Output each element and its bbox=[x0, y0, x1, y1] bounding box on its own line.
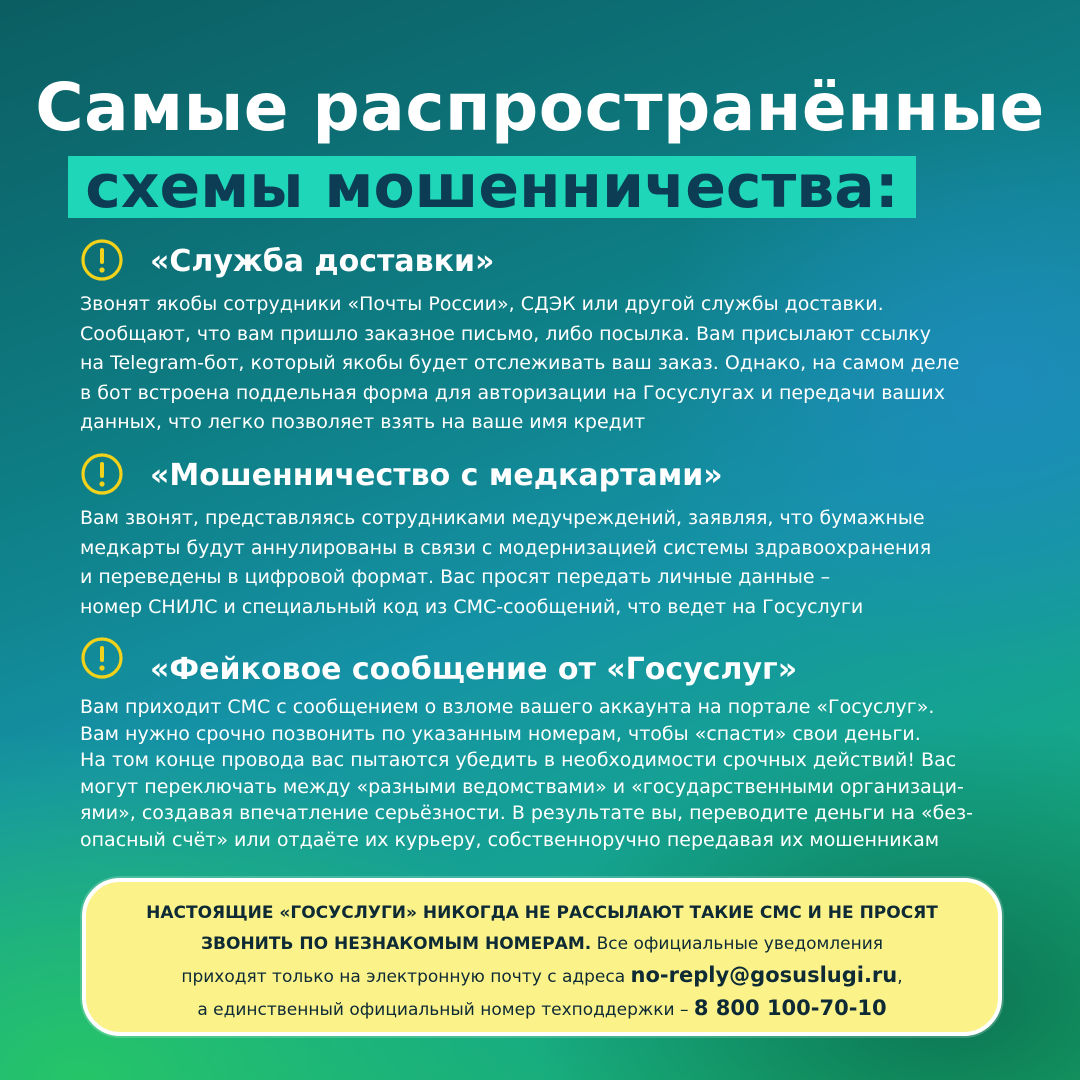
section-fake-gosuslugi bbox=[80, 636, 1040, 853]
text-line: медкарты будут аннулированы в связи с модернизацией системы здравоохранения bbox=[80, 536, 932, 559]
notice-phone[interactable]: 8 800 100-70-10 bbox=[693, 996, 887, 1020]
section-header bbox=[80, 452, 1040, 504]
section-header bbox=[80, 238, 1040, 290]
text-line: Звонят якобы сотрудники «Почты России», СДЭК или другой службы доставки. bbox=[80, 293, 884, 315]
exclamation-circle-icon bbox=[80, 238, 124, 282]
exclamation-circle-icon bbox=[80, 636, 124, 680]
notice-text: а единственный официальный номер техподдержки – bbox=[197, 1000, 694, 1020]
section-text bbox=[80, 688, 1040, 853]
exclamation-circle-icon bbox=[80, 452, 124, 496]
text-line: На том конце провода вас пытаются убедить в необходимости срочных действий! Вас bbox=[80, 749, 957, 771]
text-line: Вам нужно срочно позвонить по указанным номерам, чтобы «спасти» свои деньги. bbox=[80, 722, 921, 745]
page-title: Самые распространённые bbox=[35, 69, 1045, 146]
section-title: «Фейковое сообщение от «Госуслуг» bbox=[150, 652, 798, 687]
notice-text: приходят только на электронную почту с адреса bbox=[181, 967, 631, 987]
notice-line bbox=[86, 993, 998, 1026]
notice-line: НАСТОЯЩИЕ «ГОСУСЛУГИ» НИКОГДА НЕ РАССЫЛАЮТ ТАКИЕ СМС И НЕ ПРОСЯТ bbox=[146, 903, 938, 923]
text-line: в бот встроена поддельная форма для авторизации на Госуслугах и передачи ваших bbox=[80, 381, 946, 404]
text-line: номер СНИЛС и специальный код из СМС-сообщений, что ведет на Госуслуги bbox=[80, 595, 864, 618]
section-title: «Служба доставки» bbox=[150, 244, 495, 279]
section-text bbox=[80, 504, 1040, 622]
notice-bold: ЗВОНИТЬ ПО НЕЗНАКОМЫМ НОМЕРАМ. bbox=[200, 934, 592, 954]
notice-line bbox=[86, 929, 998, 960]
section-header bbox=[80, 636, 1040, 688]
text-line: и переведены в цифровой формат. Вас просят передать личные данные – bbox=[80, 566, 831, 588]
page-subtitle: схемы мошенничества: bbox=[85, 152, 899, 222]
text-line: ями», создавая впечатление серьёзности. В результате вы, переводите деньги на «без- bbox=[80, 802, 974, 824]
notice-text: , bbox=[897, 967, 903, 987]
text-line: опасный счёт» или отдаёте их курьеру, собственноручно передавая их мошенникам bbox=[80, 828, 940, 851]
text-line: Вам звонят, представляясь сотрудниками медучреждений, заявляя, что бумажные bbox=[80, 507, 925, 529]
text-line: данных, что легко позволяет взять на ваше имя кредит bbox=[80, 411, 646, 433]
section-medcards bbox=[80, 452, 1040, 622]
text-line: Вам приходит СМС с сообщением о взломе вашего аккаунта на портале «Госуслуг». bbox=[80, 696, 935, 718]
text-line: могут переключать между «разными ведомствами» и «государственными организаци- bbox=[80, 775, 964, 798]
text-line: на Telegram-бот, который якобы будет отслеживать ваш заказ. Однако, на самом деле bbox=[80, 352, 960, 374]
section-text bbox=[80, 290, 1040, 438]
notice-line bbox=[86, 960, 998, 993]
notice-email[interactable]: no-reply@gosuslugi.ru bbox=[630, 963, 898, 987]
text-line: Сообщают, что вам пришло заказное письмо, либо посылка. Вам присылают ссылку bbox=[80, 322, 931, 345]
official-notice bbox=[82, 878, 1002, 1036]
section-title: «Мошенничество с медкартами» bbox=[150, 458, 723, 493]
section-delivery bbox=[80, 238, 1040, 438]
notice-text: Все официальные уведомления bbox=[591, 934, 884, 954]
